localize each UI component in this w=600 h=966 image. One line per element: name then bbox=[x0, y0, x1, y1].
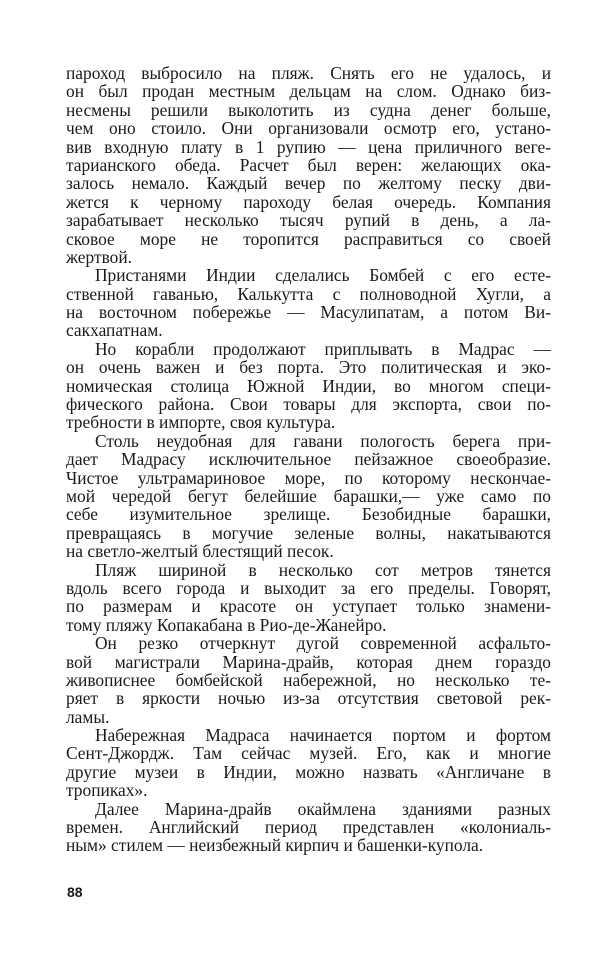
text-line: ряет в яркости ночью из-за отсутствия световой рек- bbox=[66, 688, 551, 709]
page-body-text bbox=[66, 64, 551, 855]
paragraph bbox=[66, 634, 551, 726]
paragraph bbox=[66, 266, 551, 340]
text-line: на светло-желтый блестящий песок. bbox=[66, 541, 334, 562]
text-line: пароход выбросило на пляж. Снять его не удалось, и bbox=[66, 63, 551, 83]
text-line: себе изумительное зрелище. Безобидные барашки, bbox=[66, 504, 551, 525]
paragraph bbox=[66, 432, 551, 561]
text-line: сакхапатнам. bbox=[66, 320, 163, 341]
text-line: фического района. Свои товары для экспорта, свои по- bbox=[66, 394, 551, 415]
text-line: Набережная Мадраса начинается портом и фортом bbox=[95, 725, 551, 746]
text-line: Столь неудобная для гавани пологость берега при- bbox=[95, 430, 551, 451]
paragraph bbox=[66, 726, 551, 800]
text-line: тому пляжу Копакабана в Рио-де-Жанейро. bbox=[66, 614, 387, 635]
text-line: вой магистрали Марина-драйв, которая днем гораздо bbox=[66, 651, 551, 672]
text-line: Чистое ультрамариновое море, по которому нескончае- bbox=[66, 467, 551, 488]
paragraph bbox=[66, 800, 551, 855]
text-line: Он резко отчеркнут дугой современной асфальто- bbox=[95, 633, 551, 654]
text-line: жется к черному пароходу белая очередь. Компания bbox=[66, 191, 551, 212]
text-line: превращаясь в могучие зеленые волны, накатываются bbox=[66, 522, 551, 543]
paragraph bbox=[66, 561, 551, 635]
text-line: несмены решили выколотить из судна денег больше, bbox=[66, 99, 551, 120]
page-number: 88 bbox=[67, 884, 83, 900]
text-line: другие музеи в Индии, можно назвать «Англичане в bbox=[66, 761, 551, 782]
text-line: времен. Английский период представлен «колониаль- bbox=[66, 817, 551, 838]
text-line: по размерам и красоте он уступает только знамени- bbox=[66, 596, 551, 617]
text-line: вив входную плату в 1 рупию — цена приличного веге- bbox=[66, 136, 551, 157]
text-line: жертвой. bbox=[66, 246, 133, 267]
text-line: живописнее бомбейской набережной, но несколько те- bbox=[66, 669, 551, 690]
text-line: тарианского обеда. Расчет был верен: желающих ока- bbox=[66, 154, 551, 175]
paragraph bbox=[66, 64, 551, 266]
text-line: ственной гаванью, Калькутта с полноводной Хугли, а bbox=[66, 283, 551, 304]
text-line: он очень важен и без порта. Это политическая и эко- bbox=[66, 357, 551, 378]
text-line: зарабатывает несколько тысяч рупий в день, а ла- bbox=[66, 210, 551, 231]
text-line: тропиках». bbox=[66, 780, 148, 801]
text-line: Пляж шириной в несколько сот метров тянется bbox=[95, 559, 551, 580]
text-line: номическая столица Южной Индии, во многом специ- bbox=[66, 375, 551, 396]
text-line: Сент-Джордж. Там сейчас музей. Его, как и многие bbox=[66, 743, 551, 764]
text-line: Пристанями Индии сделались Бомбей с его есте- bbox=[95, 265, 551, 286]
text-line: Далее Марина-драйв окаймлена зданиями разных bbox=[95, 798, 551, 819]
text-line: залось немало. Каждый вечер по желтому песку дви- bbox=[66, 173, 551, 194]
text-line: на восточном побережье — Масулипатам, а потом Ви- bbox=[66, 302, 551, 323]
text-line: требности в импорте, своя культура. bbox=[66, 412, 336, 433]
text-line: ным» стилем — неизбежный кирпич и башенки-купола. bbox=[66, 835, 484, 856]
text-line: мой чередой бегут белейшие барашки,— уже само по bbox=[66, 485, 551, 506]
text-line: ламы. bbox=[66, 706, 110, 727]
text-line: вдоль всего города и выходит за его пределы. Говорят, bbox=[66, 577, 551, 598]
text-line: он был продан местным дельцам на слом. Однако биз- bbox=[66, 81, 551, 102]
text-line: чем оно стоило. Они организовали осмотр его, устано- bbox=[66, 118, 551, 139]
text-line: сковое море не торопится расправиться со своей bbox=[66, 228, 551, 249]
text-line: дает Мадрасу исключительное пейзажное своеобразие. bbox=[66, 449, 551, 470]
text-line: Но корабли продолжают приплывать в Мадрас — bbox=[95, 338, 551, 359]
paragraph bbox=[66, 340, 551, 432]
